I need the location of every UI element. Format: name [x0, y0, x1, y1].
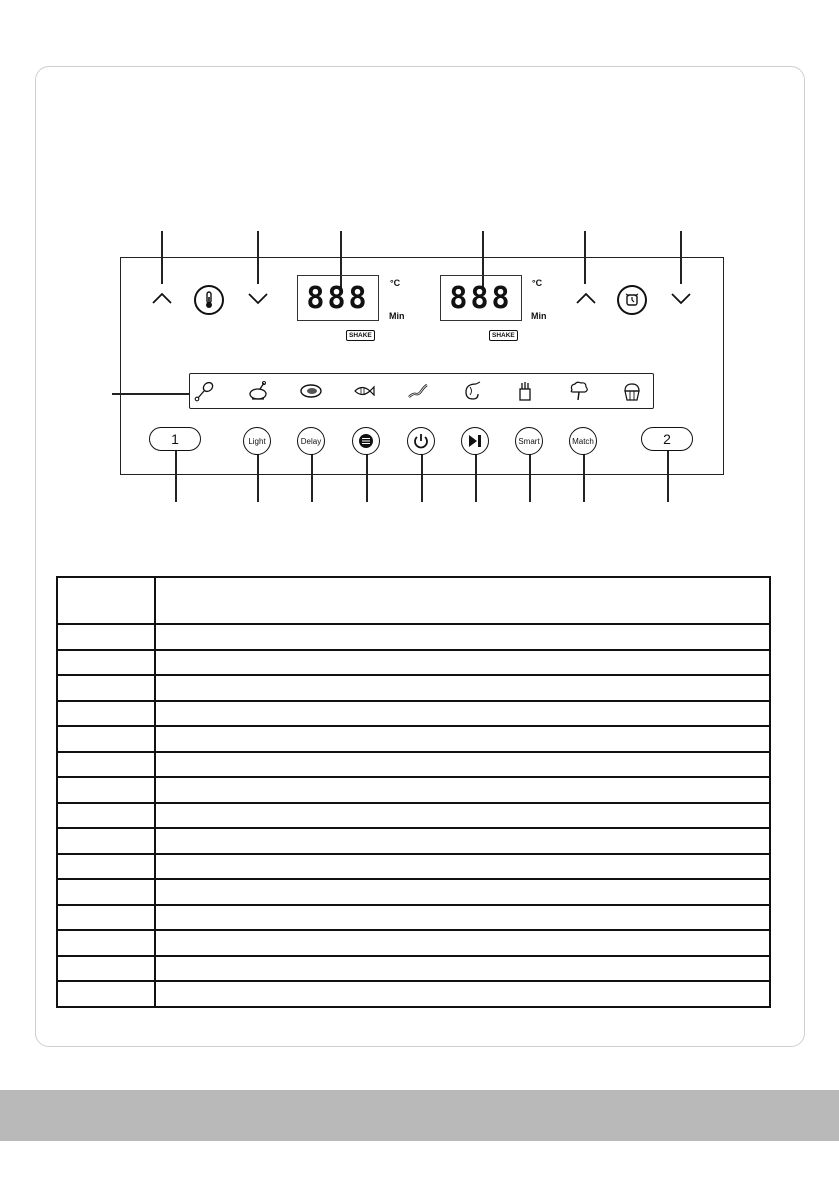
smart-label: Smart — [518, 436, 540, 446]
table-cell — [57, 701, 155, 727]
table-cell — [57, 981, 155, 1007]
fish-icon[interactable] — [352, 380, 376, 402]
power-icon — [412, 432, 430, 450]
chevron-up-icon[interactable] — [151, 291, 173, 305]
table-cell — [57, 905, 155, 931]
table-cell — [155, 675, 770, 701]
table-row — [57, 752, 770, 778]
left-temp-unit: °C — [390, 278, 401, 288]
steak-icon[interactable] — [299, 380, 323, 402]
table-cell — [57, 828, 155, 854]
table-cell — [155, 777, 770, 803]
table-cell — [155, 905, 770, 931]
table-cell — [155, 828, 770, 854]
zone-2-label: 2 — [663, 431, 671, 447]
table-header-cell — [155, 577, 770, 624]
table-cell — [57, 675, 155, 701]
table-cell — [155, 650, 770, 676]
chicken-icon[interactable] — [246, 380, 270, 402]
table-cell — [155, 701, 770, 727]
right-display — [440, 275, 522, 321]
preset-strip — [189, 373, 654, 409]
alarm-clock-icon[interactable] — [617, 285, 647, 315]
table-header-cell — [57, 577, 155, 624]
zone-1-button[interactable] — [149, 427, 201, 451]
table-cell — [57, 726, 155, 752]
bacon-icon[interactable] — [406, 380, 430, 402]
table-cell — [57, 650, 155, 676]
zone-1-label: 1 — [171, 431, 179, 447]
power-button[interactable] — [407, 427, 435, 455]
table-cell — [155, 879, 770, 905]
left-shake-indicator: SHAKE — [346, 330, 375, 341]
smart-button[interactable] — [515, 427, 543, 455]
play-pause-icon — [467, 434, 483, 448]
menu-button[interactable] — [352, 427, 380, 455]
right-shake-indicator: SHAKE — [489, 330, 518, 341]
menu-icon — [358, 433, 374, 449]
right-display-digits: 888 — [449, 280, 513, 316]
table-header-row — [57, 577, 770, 624]
table-row — [57, 905, 770, 931]
table-cell — [57, 956, 155, 982]
table-row — [57, 675, 770, 701]
footer-bar — [0, 1090, 839, 1141]
delay-button[interactable] — [297, 427, 325, 455]
table-row — [57, 726, 770, 752]
table-cell — [57, 930, 155, 956]
vegetable-icon[interactable] — [567, 380, 591, 402]
table-row — [57, 828, 770, 854]
table-row — [57, 624, 770, 650]
table-cell — [57, 624, 155, 650]
table-cell — [155, 752, 770, 778]
table-row — [57, 854, 770, 880]
start-pause-button[interactable] — [461, 427, 489, 455]
table-cell — [57, 854, 155, 880]
right-time-unit: Min — [531, 311, 547, 321]
left-display-digits: 888 — [306, 280, 370, 316]
table-row — [57, 956, 770, 982]
zone-2-button[interactable] — [641, 427, 693, 451]
table-row — [57, 777, 770, 803]
legend-table — [56, 576, 771, 1008]
table-cell — [155, 854, 770, 880]
table-cell — [155, 981, 770, 1007]
table-cell — [155, 624, 770, 650]
match-label: Match — [572, 436, 594, 446]
light-label: Light — [248, 436, 266, 446]
table-cell — [155, 803, 770, 829]
shrimp-icon[interactable] — [460, 380, 484, 402]
table-cell — [155, 956, 770, 982]
cupcake-icon[interactable] — [620, 380, 644, 402]
table-cell — [57, 803, 155, 829]
left-display — [297, 275, 379, 321]
match-button[interactable] — [569, 427, 597, 455]
table-row — [57, 701, 770, 727]
table-cell — [57, 879, 155, 905]
table-cell — [57, 752, 155, 778]
table-cell — [155, 930, 770, 956]
thermometer-icon[interactable] — [194, 285, 224, 315]
right-temp-unit: °C — [532, 278, 543, 288]
table-cell — [57, 777, 155, 803]
table-row — [57, 981, 770, 1007]
chevron-down-icon[interactable] — [247, 292, 269, 306]
table-row — [57, 803, 770, 829]
drumstick-icon[interactable] — [193, 380, 217, 402]
chevron-up-icon[interactable] — [575, 291, 597, 305]
chevron-down-icon[interactable] — [670, 292, 692, 306]
table-row — [57, 930, 770, 956]
table-cell — [155, 726, 770, 752]
table-row — [57, 650, 770, 676]
light-button[interactable] — [243, 427, 271, 455]
fries-icon[interactable] — [513, 380, 537, 402]
table-row — [57, 879, 770, 905]
delay-label: Delay — [300, 436, 322, 446]
left-time-unit: Min — [389, 311, 405, 321]
